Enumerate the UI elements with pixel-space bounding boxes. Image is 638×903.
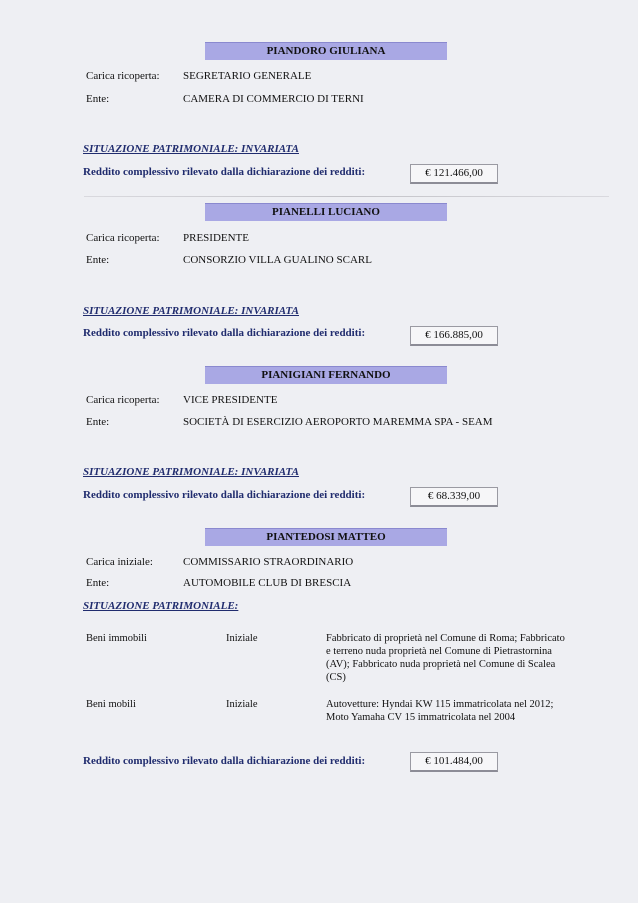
reddito-amount: € 121.466,00	[410, 164, 498, 184]
ente-value: AUTOMOBILE CLUB DI BRESCIA	[183, 577, 352, 589]
section-divider	[84, 196, 609, 197]
reddito-label: Reddito complessivo rilevato dalla dichiarazione dei redditi:	[83, 166, 366, 178]
beni-description: Fabbricato di proprietà nel Comune di Roma; Fabbricato e terreno nuda proprietà nel Comune di Pietrastornina (AV); Fabbricato nuda proprietà nel Comune di Scalea (CS)	[326, 633, 565, 683]
role-value: VICE PRESIDENTE	[183, 394, 278, 406]
role-label: Carica ricoperta:	[86, 232, 160, 244]
situazione-patrimoniale: SITUAZIONE PATRIMONIALE: INVARIATA	[83, 143, 299, 155]
reddito-amount: € 101.484,00	[410, 752, 498, 772]
ente-label: Ente:	[86, 93, 110, 105]
beni-description: Autovetture: Hyndai KW 115 immatricolata nel 2012; Moto Yamaha CV 15 immatricolata nel 2004	[326, 699, 554, 723]
reddito-amount: € 68.339,00	[410, 487, 498, 507]
entry-name-bar: PIANTEDOSI MATTEO	[205, 528, 447, 546]
beni-status: Iniziale	[226, 633, 258, 644]
reddito-label: Reddito complessivo rilevato dalla dichiarazione dei redditi:	[83, 489, 366, 501]
reddito-label: Reddito complessivo rilevato dalla dichiarazione dei redditi:	[83, 755, 366, 767]
reddito-amount: € 166.885,00	[410, 326, 498, 346]
role-label: Carica ricoperta:	[86, 70, 160, 82]
entry-name-bar: PIANDORO GIULIANA	[205, 42, 447, 60]
role-value: COMMISSARIO STRAORDINARIO	[183, 556, 354, 568]
reddito-label: Reddito complessivo rilevato dalla dichiarazione dei redditi:	[83, 327, 366, 339]
role-value: SEGRETARIO GENERALE	[183, 70, 312, 82]
role-value: PRESIDENTE	[183, 232, 249, 244]
role-label: Carica iniziale:	[86, 556, 153, 568]
ente-label: Ente:	[86, 416, 110, 428]
role-label: Carica ricoperta:	[86, 394, 160, 406]
ente-label: Ente:	[86, 577, 110, 589]
beni-status: Iniziale	[226, 699, 258, 710]
ente-value: CAMERA DI COMMERCIO DI TERNI	[183, 93, 364, 105]
entry-name-bar: PIANIGIANI FERNANDO	[205, 366, 447, 384]
situazione-patrimoniale: SITUAZIONE PATRIMONIALE:	[83, 600, 239, 612]
entry-name-bar: PIANELLI LUCIANO	[205, 203, 447, 221]
situazione-patrimoniale: SITUAZIONE PATRIMONIALE: INVARIATA	[83, 466, 299, 478]
ente-label: Ente:	[86, 254, 110, 266]
beni-type: Beni immobili	[86, 633, 147, 644]
situazione-patrimoniale: SITUAZIONE PATRIMONIALE: INVARIATA	[83, 305, 299, 317]
ente-value: SOCIETÀ DI ESERCIZIO AEROPORTO MAREMMA SPA - SEAM	[183, 416, 493, 428]
ente-value: CONSORZIO VILLA GUALINO SCARL	[183, 254, 372, 266]
beni-type: Beni mobili	[86, 699, 136, 710]
